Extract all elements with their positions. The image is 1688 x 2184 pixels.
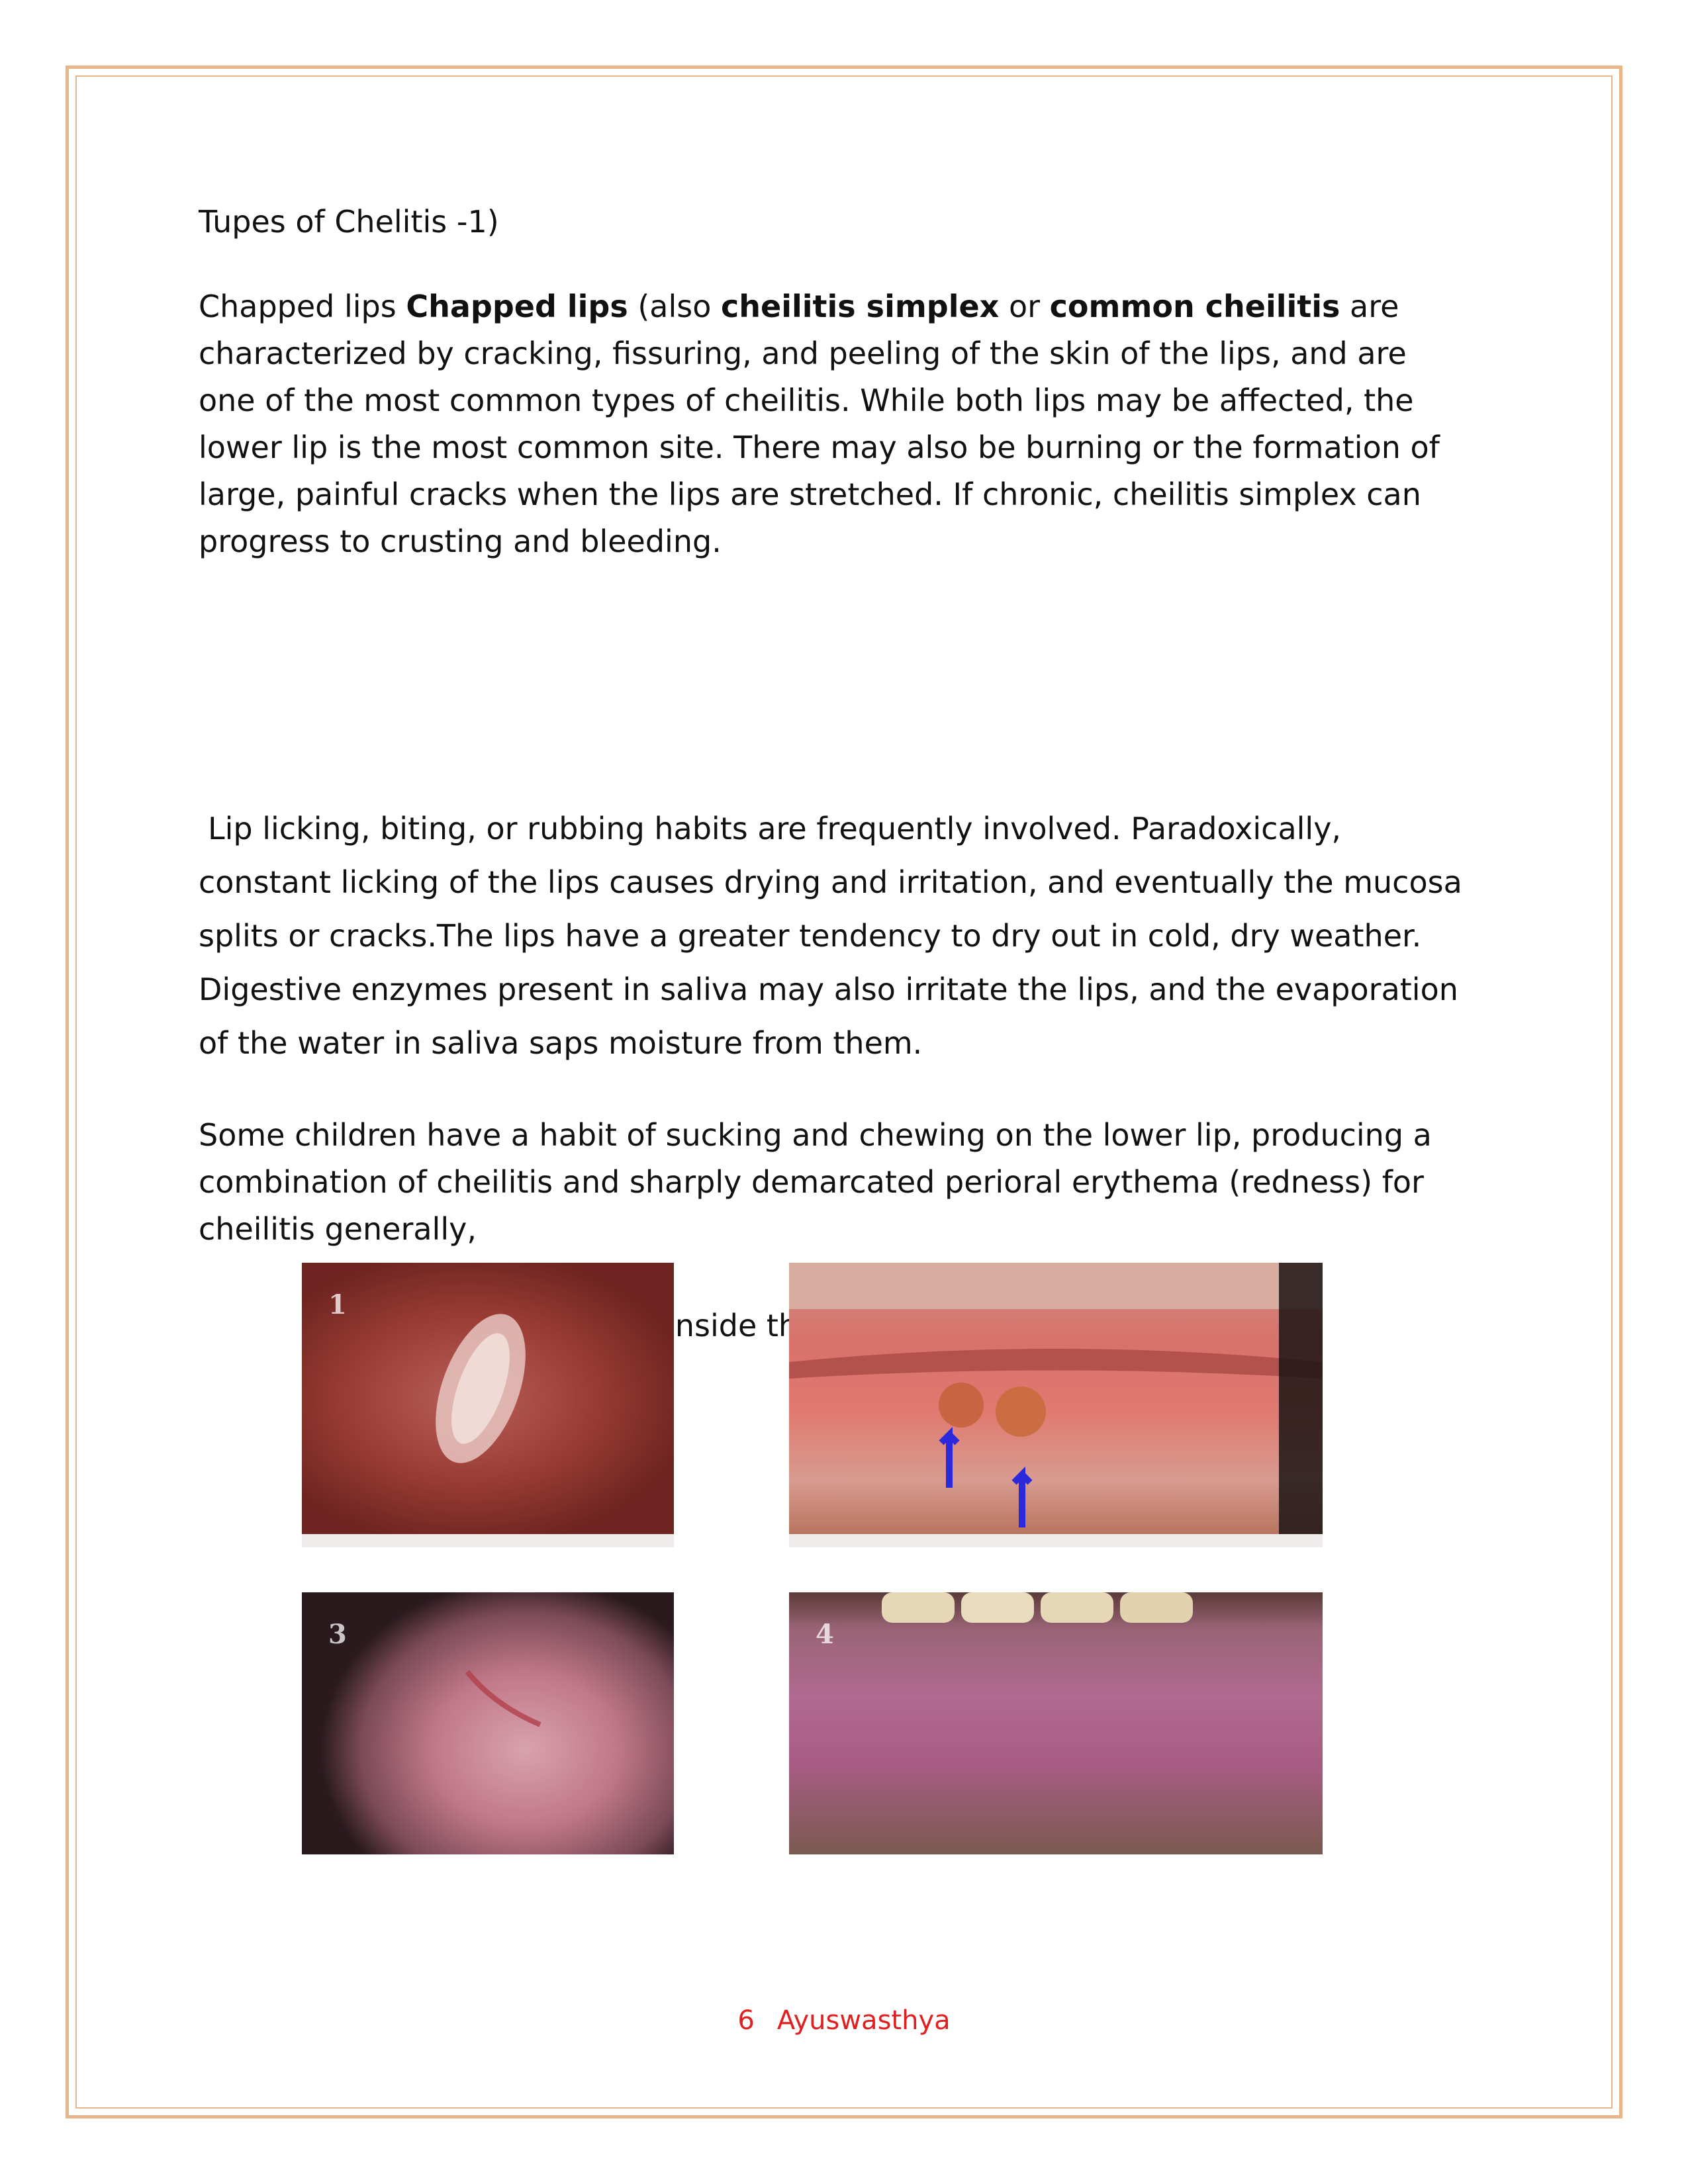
text-line: characterized by cracking, fissuring, and peeling of the skin of the lips, and are — [199, 336, 1407, 371]
photo-lip-fissure — [302, 1592, 674, 1854]
paragraph-chapped-lips — [199, 283, 1440, 565]
page-footer — [0, 2005, 1688, 2036]
text-span: Chapped lips — [199, 289, 406, 324]
page-number: 6 — [737, 2005, 755, 2036]
paragraph-lip-licking — [199, 802, 1462, 1070]
photo-gap-strip — [789, 1534, 1323, 1547]
text-line: Digestive enzymes present in saliva may also irritate the lips, and the evaporation — [199, 972, 1458, 1007]
text-line: progress to crusting and bleeding. — [199, 523, 722, 559]
herpes-graphic — [789, 1263, 1323, 1534]
photo-lower-lip — [789, 1592, 1323, 1854]
text-line: one of the most common types of cheilitis. While both lips may be affected, the — [199, 383, 1414, 418]
text-span: or — [999, 289, 1050, 324]
text-line: Some children have a habit of sucking and chewing on the lower lip, producing a — [199, 1117, 1432, 1153]
text-line: of the water in saliva saps moisture from them. — [199, 1025, 923, 1061]
lesion-graphic — [302, 1263, 674, 1534]
text-line: cheilitis generally, — [199, 1211, 477, 1247]
text-line: constant licking of the lips causes drying and irritation, and eventually the mucosa — [199, 864, 1462, 900]
photo-canker-sore — [302, 1263, 674, 1534]
caption-canker-sore: inside — [667, 1308, 757, 1343]
photo-herpes — [789, 1263, 1323, 1534]
text-line: lower lip is the most common site. There may also be burning or the formation of — [199, 430, 1440, 465]
lip-graphic — [789, 1592, 1323, 1854]
text-span: (also — [628, 289, 722, 324]
text-span: are — [1340, 289, 1399, 324]
text-line: Lip licking, biting, or rubbing habits are frequently involved. Paradoxically, — [208, 811, 1342, 846]
section-heading: Tupes of Chelitis -1) — [199, 204, 499, 240]
photo-gap-strip — [302, 1534, 674, 1547]
bold-term: common cheilitis — [1049, 289, 1340, 324]
photo-number: 3 — [328, 1619, 347, 1650]
photo-number: 1 — [328, 1289, 347, 1320]
text-line: large, painful cracks when the lips are stretched. If chronic, cheilitis simplex can — [199, 477, 1421, 512]
text-line: combination of cheilitis and sharply demarcated perioral erythema (redness) for — [199, 1164, 1424, 1200]
bold-term: Chapped lips — [406, 289, 628, 324]
photo-number: 4 — [816, 1619, 834, 1650]
paragraph-children-habit — [199, 1112, 1432, 1253]
fissure-graphic — [302, 1592, 674, 1854]
bold-term: cheilitis simplex — [721, 289, 1000, 324]
text-line: splits or cracks.The lips have a greater tendency to dry out in cold, dry weather. — [199, 918, 1422, 954]
footer-brand: Ayuswasthya — [776, 2005, 951, 2036]
